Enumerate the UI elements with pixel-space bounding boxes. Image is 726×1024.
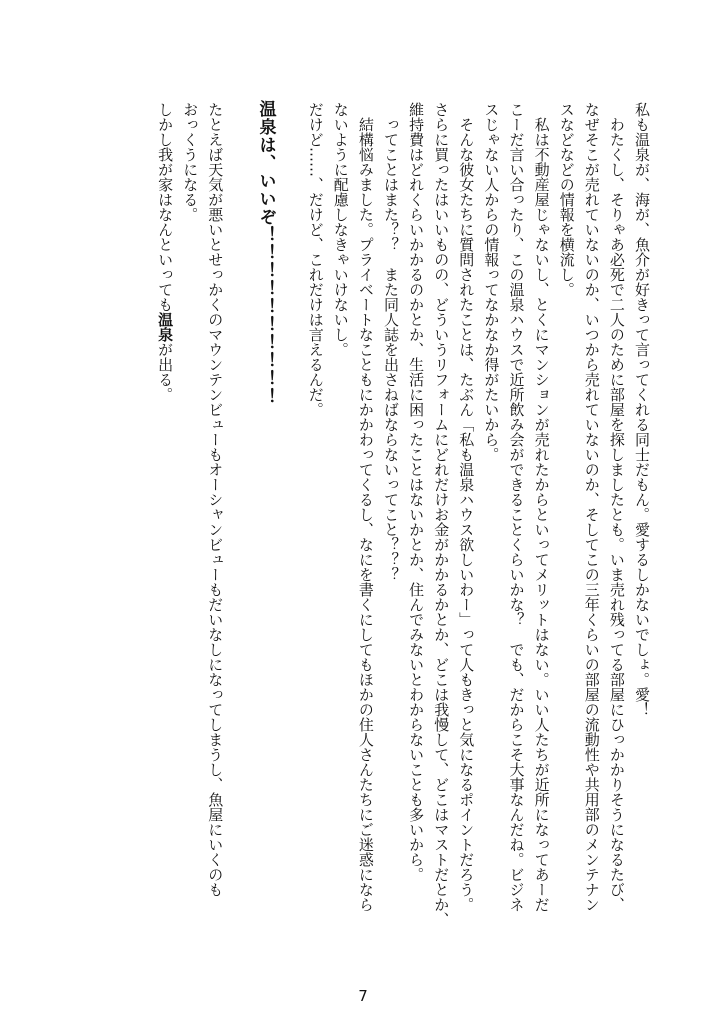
text-run: スなどなどの情報を横流し。 (557, 102, 576, 297)
text-column (254, 100, 278, 406)
text-run: なぜそこが売れていないのか、いつから売れていないのか、そしてこの三年くらいの部屋の流動性や共用部のメンテナン (582, 102, 601, 912)
text-run: が出る。 (156, 342, 175, 402)
text-column (203, 102, 227, 897)
text-column (379, 102, 403, 582)
text-run: そんな彼女たちに質問されたことは、たぶん「私も温泉ハウス欲しいわー」って人もきっと気になるポイントだろう。 (457, 102, 476, 912)
text-column (329, 102, 353, 357)
text-column (530, 102, 554, 912)
text-run: ないように配慮しなきゃいけないし。 (331, 102, 350, 357)
text-column (555, 102, 579, 297)
text-column (630, 102, 654, 717)
text-column (605, 102, 629, 912)
text-run: たとえば天気が悪いとせっかくのマウンテンビューもオーシャンビューもだいなしになってしまうし、魚屋にいくのも (206, 102, 225, 897)
text-run: さらに買ったはいいものの、どういうリフォームにどれだけお金がかかるかとか、どこは我慢して、どこはマストだとか、 (432, 102, 451, 927)
text-run: ってことはまた？？ また同人誌を出さねばならないってこと？？？ (382, 102, 400, 582)
section-heading: 温泉は、いいぞ！！！！！！！！！！ (255, 100, 276, 406)
text-run: こーだ言い合ったり、この温泉ハウスで近所飲み会ができることくらいかな？ でも、だからこそ大事なんだね。ビジネ (507, 102, 526, 912)
text-column (304, 102, 328, 417)
page-number: 7 (358, 987, 368, 1005)
text-column (479, 102, 503, 462)
text-column (404, 102, 428, 882)
text-column (178, 102, 202, 222)
text-run: わたくし、そりゃあ必死で二人のために部屋を探しましたとも。いま売れ残ってる部屋にひっかかりそうになるたび、 (607, 102, 626, 912)
text-run: 私は不動産屋じゃないし、とくにマンションが売れたからといってメリットはない。いい人たちが近所になってあーだ (532, 102, 551, 912)
text-run: スじゃない人からの情報ってなかなか得がたいから。 (482, 102, 501, 462)
text-column (505, 102, 529, 912)
text-run: 温泉 (156, 312, 175, 342)
text-column (153, 102, 177, 402)
text-column (454, 102, 478, 912)
text-run: 維持費はどれくらいかかるのかとか、生活に困ったことはないかとか、住んでみないとわからないことも多いから。 (407, 102, 426, 882)
text-run: だけど……、だけど、これだけは言えるんだ。 (306, 102, 325, 417)
text-column (580, 102, 604, 912)
text-column (429, 102, 453, 927)
text-run: 結構悩みました。プライベートなこともにかかわってくるし、なにを書くにしてもほかの住人さんたちにご迷惑になら (356, 102, 375, 912)
text-run: おっくうになる。 (181, 102, 200, 222)
text-run: しかし我が家はなんといっても (156, 102, 175, 312)
text-run: 私も温泉が、海が、魚介が好きって言ってくれる同士だもん。愛するしかないでしょ。愛！ (633, 102, 651, 717)
text-column (354, 102, 378, 912)
